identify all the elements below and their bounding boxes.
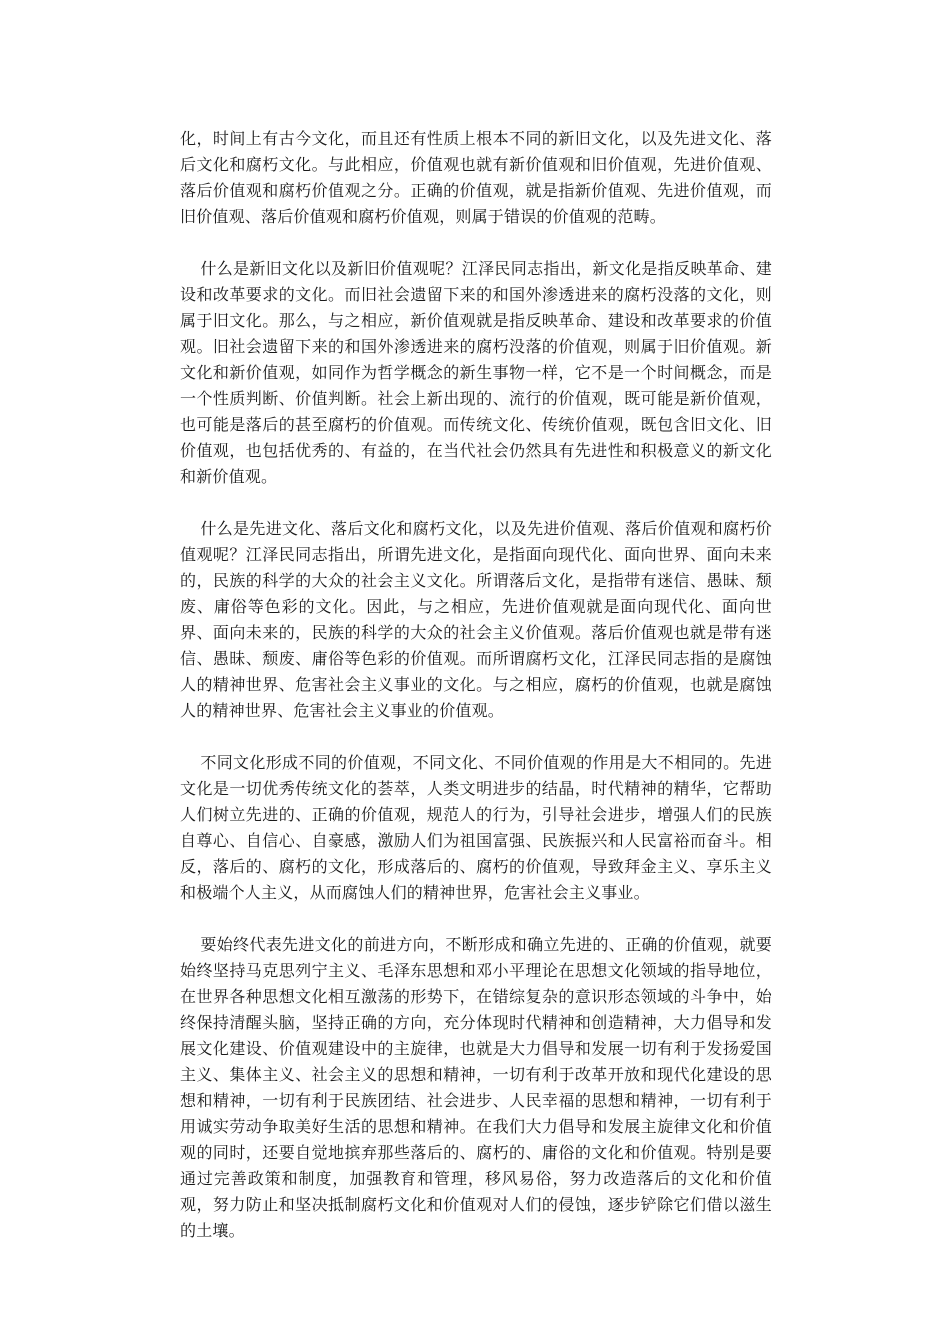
document-body <box>180 126 772 1270</box>
paragraph-new-old-culture: 什么是新旧文化以及新旧价值观呢？江泽民同志指出，新文化是指反映革命、建设和改革要求的文化。而旧社会遗留下来的和国外渗透进来的腐朽没落的文化，则属于旧文化。那么，与之相应，新价值观就是指反映革命、建设和改革要求的价值观。旧社会遗留下来的和国外渗透进来的腐朽没落的价值观，则属于旧价值观。新文化和新价值观，如同作为哲学概念的新生事物一样，它不是一个时间概念，而是一个性质判断、价值判断。社会上新出现的、流行的价值观，既可能是新价值观，也可能是落后的甚至腐朽的价值观。而传统文化、传统价值观，既包含旧文化、旧价值观，也包括优秀的、有益的，在当代社会仍然具有先进性和积极意义的新文化和新价值观。 <box>180 259 772 486</box>
paragraph-advanced-culture: 什么是先进文化、落后文化和腐朽文化，以及先进价值观、落后价值观和腐朽价值观呢？江泽民同志指出，所谓先进文化，是指面向现代化、面向世界、面向未来的，民族的科学的大众的社会主义文化。所谓落后文化，是指带有迷信、愚昧、颓废、庸俗等色彩的文化。因此，与之相应，先进价值观就是面向现代化、面向世界、面向未来的，民族的科学的大众的社会主义价值观。落后价值观也就是带有迷信、愚昧、颓废、庸俗等色彩的价值观。而所谓腐朽文化，江泽民同志指的是腐蚀人的精神世界、危害社会主义事业的文化。与之相应，腐朽的价值观，也就是腐蚀人的精神世界、危害社会主义事业的价值观。 <box>180 519 772 720</box>
paragraph-main-theme: 要始终代表先进文化的前进方向，不断形成和确立先进的、正确的价值观，就要始终坚持马克思列宁主义、毛泽东思想和邓小平理论在思想文化领域的指导地位，在世界各种思想文化相互激荡的形势下，在错综复杂的意识形态领域的斗争中，始终保持清醒头脑，坚持正确的方向，充分体现时代精神和创造精神，大力倡导和发展文化建设、价值观建设中的主旋律，也就是大力倡导和发展一切有利于发扬爱国主义、集体主义、社会主义的思想和精神，一切有利于改革开放和现代化建设的思想和精神，一切有利于民族团结、社会进步、人民幸福的思想和精神，一切有利于用诚实劳动争取美好生活的思想和精神。在我们大力倡导和发展主旋律文化和价值观的同时，还要自觉地摈弃那些落后的、腐朽的、庸俗的文化和价值观。特别是要通过完善政策和制度，加强教育和管理，移风易俗，努力改造落后的文化和价值观，努力防止和坚决抵制腐朽文化和价值观对人们的侵蚀，逐步铲除它们借以滋生的土壤。 <box>180 935 772 1240</box>
paragraph-culture-effects: 不同文化形成不同的价值观，不同文化、不同价值观的作用是大不相同的。先进文化是一切优秀传统文化的荟萃，人类文明进步的结晶，时代精神的精华，它帮助人们树立先进的、正确的价值观，规范人的行为，引导社会进步，增强人们的民族自尊心、自信心、自豪感，激励人们为祖国富强、民族振兴和人民富裕而奋斗。相反，落后的、腐朽的文化，形成落后的、腐朽的价值观，导致拜金主义、享乐主义和极端个人主义，从而腐蚀人们的精神世界，危害社会主义事业。 <box>180 753 772 902</box>
paragraph-continuation: 化，时间上有古今文化，而且还有性质上根本不同的新旧文化，以及先进文化、落后文化和腐朽文化。与此相应，价值观也就有新价值观和旧价值观，先进价值观、落后价值观和腐朽价值观之分。正确的价值观，就是指新价值观、先进价值观，而旧价值观、落后价值观和腐朽价值观，则属于错误的价值观的范畴。 <box>180 129 772 226</box>
